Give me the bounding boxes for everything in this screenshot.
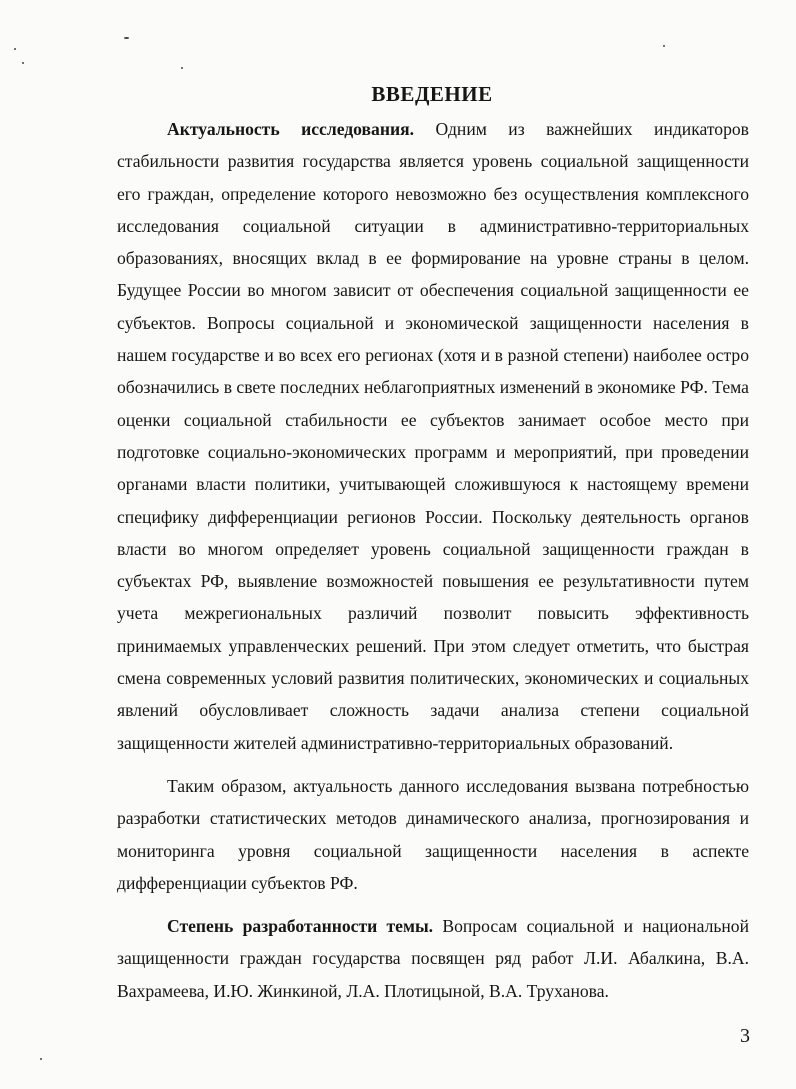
scan-speck bbox=[14, 48, 16, 50]
scan-speck bbox=[663, 45, 665, 47]
paragraph-text: Вопросам социальной и национальной защищенности граждан государства посвящен ряд работ Л.И. Абалкина, В.А. Вахрамеева, И.Ю. Жинкиной, Л.А. Плотицыной, В.А. Труханова. bbox=[117, 916, 750, 1001]
body-text bbox=[117, 113, 749, 1007]
paragraph-relevance bbox=[117, 113, 749, 759]
paragraph-text: Одним из важнейших индикаторов стабильности развития государства является уровень социальной защищенности его граждан, определение которого невозможно без осуществления комплексного исследования социальной ситуации в административно-территориальных образованиях, вносящих вклад в ее формирование на уровне страны в целом. Будущее России во многом зависит от обеспечения социальной защищенности ее субъектов. Вопросы социальной и экономической защищенности населения в нашем государстве и во всех его регионах (хотя и в разной степени) наиболее остро обозначились в свете последних неблагоприятных изменений в экономике РФ. Тема оценки социальной стабильности ее субъектов занимает особое место при подготовке социально-экономических программ и мероприятий, при проведении органами власти политики, учитывающей сложившуюся к настоящему времени специфику дифференциации регионов России. Поскольку деятельность органов власти во многом определяет уровень социальной защищенности граждан в субъектах РФ, выявление возможностей повышения ее результативности путем учета межрегиональных различий позволит повысить эффективность принимаемых управленческих решений. При этом следует отметить, что быстрая смена современных условий развития политических, экономических и социальных явлений обусловливает сложность задачи анализа степени социальной защищенности жителей административно-территориальных образований. bbox=[117, 119, 749, 753]
scan-speck bbox=[124, 37, 129, 39]
paragraph-conclusion bbox=[117, 770, 749, 899]
scan-speck bbox=[40, 1058, 42, 1060]
paragraph-text: Таким образом, актуальность данного исследования вызвана потребностью разработки статистических методов динамического анализа, прогнозирования и мониторинга уровня социальной защищенности населения в аспекте дифференциации субъектов РФ. bbox=[117, 775, 749, 893]
paragraph-development-degree bbox=[117, 910, 749, 1007]
paragraph-lead: Степень разработанности темы. bbox=[167, 916, 434, 937]
page-number: 3 bbox=[740, 1025, 750, 1047]
paragraph-lead: Актуальность исследования. bbox=[167, 119, 415, 139]
scan-speck bbox=[22, 62, 24, 64]
scan-speck bbox=[181, 67, 183, 69]
page-title: ВВЕДЕНИЕ bbox=[371, 82, 493, 107]
